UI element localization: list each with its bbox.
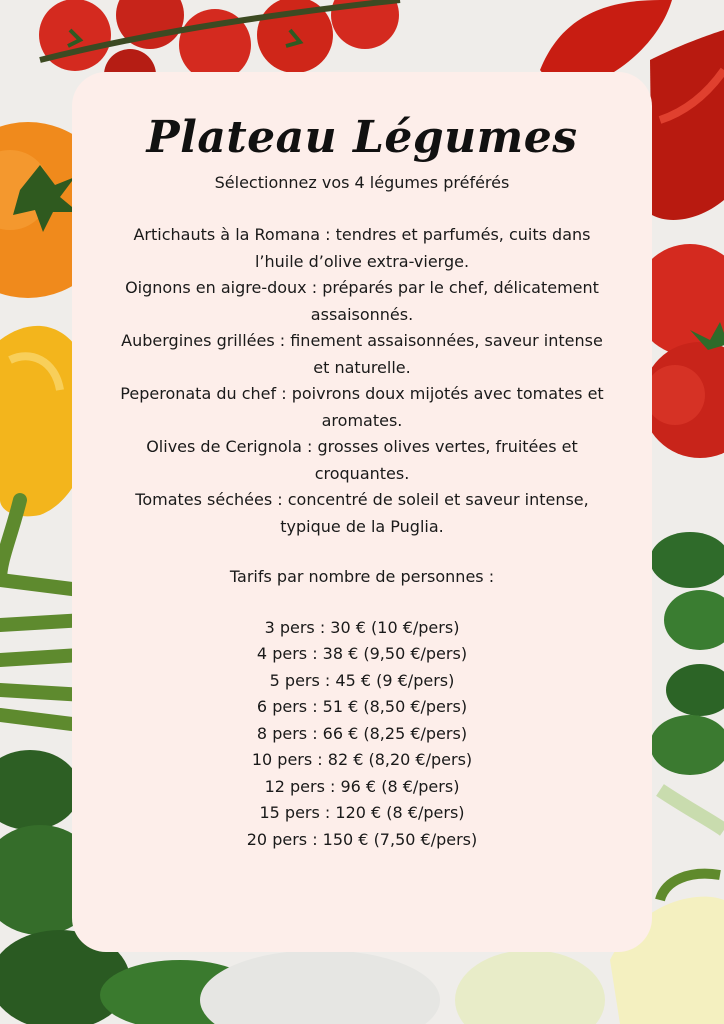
vegetable-item: Artichauts à la Romana : tendres et parfumés, cuits dans l’huile d’olive extra-vierge. — [133, 225, 591, 271]
price-item: 3 pers : 30 € (10 €/pers) — [264, 617, 460, 637]
pricing-label: Tarifs par nombre de personnes : — [229, 567, 495, 586]
vegetable-item: Olives de Cerignola : grosses olives vertes, fruitées et croquantes. — [146, 437, 578, 483]
vegetable-item: Tomates séchées : concentré de soleil et saveur intense, typique de la Puglia. — [135, 490, 589, 536]
menu-subtitle: Sélectionnez vos 4 légumes préférés — [214, 173, 510, 192]
vegetable-list — [112, 222, 612, 540]
price-item: 15 pers : 120 € (8 €/pers) — [259, 803, 465, 822]
menu-card — [72, 72, 652, 952]
price-item: 6 pers : 51 € (8,50 €/pers) — [256, 697, 468, 716]
price-item: 8 pers : 66 € (8,25 €/pers) — [256, 723, 468, 743]
price-item: 4 pers : 38 € (9,50 €/pers) — [256, 644, 468, 663]
vegetable-item: Aubergines grillées : finement assaisonnées, saveur intense et naturelle. — [121, 331, 603, 377]
price-item: 10 pers : 82 € (8,20 €/pers) — [251, 750, 473, 769]
price-item: 5 pers : 45 € (9 €/pers) — [269, 670, 455, 690]
price-list — [72, 615, 652, 854]
price-item: 20 pers : 150 € (7,50 €/pers) — [246, 829, 478, 849]
menu-title: Plateau Légumes — [146, 112, 578, 163]
price-item: 12 pers : 96 € (8 €/pers) — [264, 776, 460, 796]
vegetable-item: Oignons en aigre-doux : préparés par le chef, délicatement assaisonnés. — [125, 278, 599, 324]
vegetable-item: Peperonata du chef : poivrons doux mijotés avec tomates et aromates. — [120, 384, 604, 430]
